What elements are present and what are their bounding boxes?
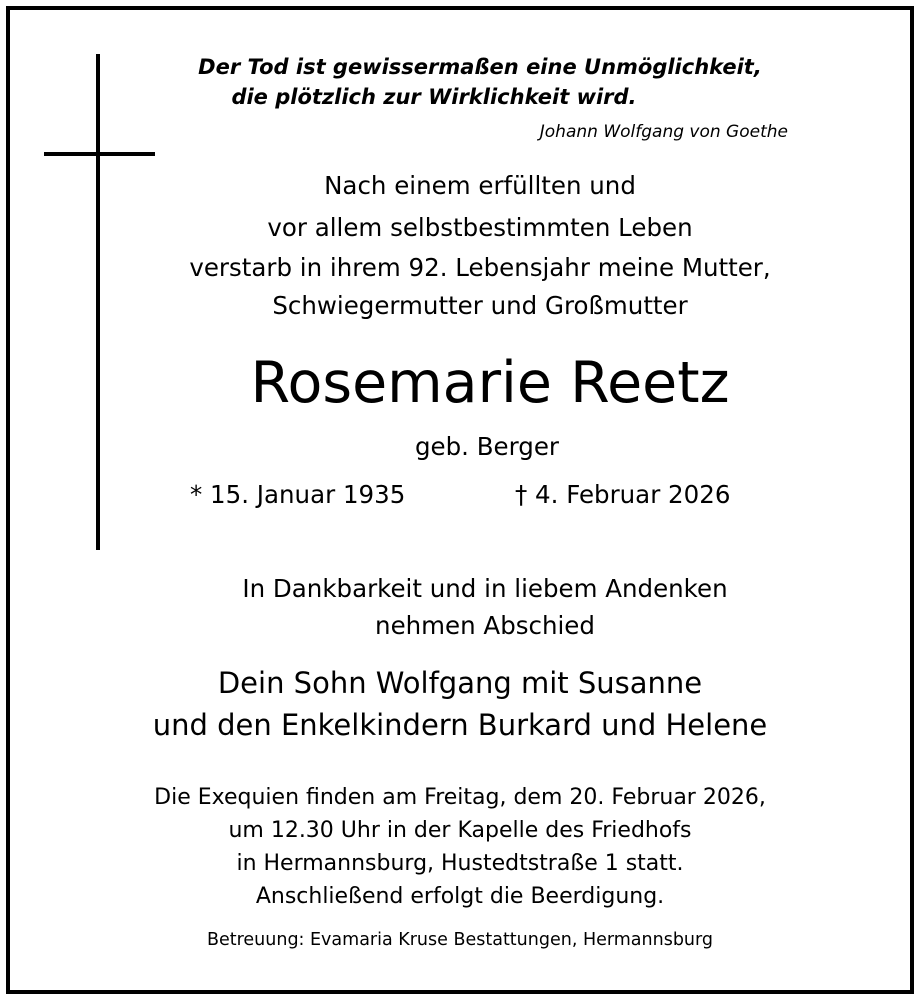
undertaker-note: Betreuung: Evamaria Kruse Bestattungen, Hermannsburg bbox=[206, 930, 714, 950]
birth-name: geb. Berger bbox=[415, 432, 559, 461]
family-line-2: und den Enkelkindern Burkard und Helene bbox=[152, 708, 768, 742]
quote-line-1: Der Tod ist gewissermaßen eine Unmöglichkeit, bbox=[198, 55, 762, 79]
intro-line-1: Nach einem erfüllten und bbox=[324, 171, 636, 200]
death-date: † 4. Februar 2026 bbox=[515, 480, 731, 509]
farewell-line-2: nehmen Abschied bbox=[375, 611, 595, 640]
intro-line-4: Schwiegermutter und Großmutter bbox=[272, 291, 688, 320]
intro-line-2: vor allem selbstbestimmten Leben bbox=[267, 213, 693, 242]
cross-icon-crossbar bbox=[44, 152, 155, 156]
family-line-1: Dein Sohn Wolfgang mit Susanne bbox=[217, 666, 703, 700]
service-line-3: in Hermannsburg, Hustedtstraße 1 statt. bbox=[236, 851, 684, 876]
intro-line-3: verstarb in ihrem 92. Lebensjahr meine Mutter, bbox=[189, 253, 771, 282]
service-line-4: Anschließend erfolgt die Beerdigung. bbox=[255, 884, 665, 909]
farewell-line-1: In Dankbarkeit und in liebem Andenken bbox=[242, 574, 728, 603]
service-line-1: Die Exequien finden am Freitag, dem 20. Februar 2026, bbox=[154, 785, 766, 810]
service-line-2: um 12.30 Uhr in der Kapelle des Friedhofs bbox=[228, 818, 692, 843]
quote-line-2: die plötzlich zur Wirklichkeit wird. bbox=[231, 85, 637, 109]
quote-author: Johann Wolfgang von Goethe bbox=[539, 122, 788, 142]
deceased-name: Rosemarie Reetz bbox=[250, 350, 730, 416]
birth-date: * 15. Januar 1935 bbox=[190, 480, 406, 509]
